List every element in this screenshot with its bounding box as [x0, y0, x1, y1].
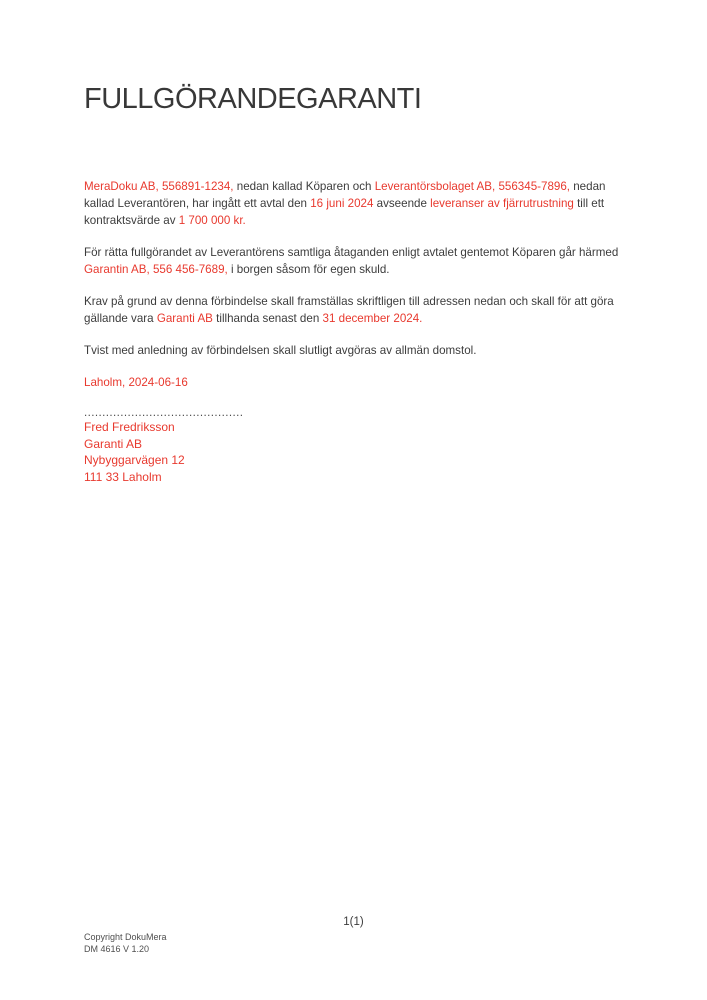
signature-dotted-line: ............................................ — [84, 406, 244, 419]
paragraph — [84, 293, 629, 327]
body-text: nedan kallad Köparen och — [233, 180, 375, 193]
body-text: i borgen såsom för egen skuld. — [227, 263, 390, 276]
paragraph — [84, 374, 629, 391]
signature-line: 111 33 Laholm — [84, 469, 162, 484]
body-text: tillhanda senast den — [212, 312, 323, 325]
fill-in-text: Garanti AB — [156, 312, 213, 325]
fill-in-text: Leverantörsbolaget AB, 556345-7896, — [374, 180, 571, 193]
body-text: Krav på grund av denna förbindelse skall framställas skriftligen till adressen nedan och skall för att göra gällande vara — [84, 295, 614, 325]
signature-line: Nybyggarvägen 12 — [84, 453, 185, 467]
copyright-line: Copyright DokuMera — [84, 932, 167, 942]
paragraph — [84, 342, 629, 359]
fill-in-text: leveranser av fjärrutrustning — [430, 197, 574, 210]
body-text: till ett kontraktsvärde av — [84, 197, 605, 227]
fill-in-text: MeraDoku AB, 556891-1234, — [84, 180, 234, 193]
fill-in-text: 31 december 2024. — [322, 312, 423, 325]
document-id-line: DM 4616 V 1.20 — [84, 943, 150, 954]
signature-line: Fred Fredriksson — [84, 420, 175, 434]
fill-in-text: Laholm, 2024-06-16 — [84, 376, 188, 389]
document-content — [84, 82, 629, 485]
signature-lines — [84, 419, 629, 485]
body-text: avseende — [373, 197, 431, 210]
signature-block — [84, 407, 629, 485]
document-title: FULLGÖRANDEGARANTI — [84, 83, 422, 115]
page-number: 1(1) — [343, 916, 364, 928]
copyright-block — [84, 932, 167, 955]
body-text: nedan kallad Leverantören, har ingått ett avtal den — [84, 180, 606, 210]
body-text: Tvist med anledning av förbindelsen skall slutligt avgöras av allmän domstol. — [84, 344, 477, 357]
fill-in-text: 1 700 000 kr. — [178, 214, 246, 227]
paragraph — [84, 244, 629, 278]
paragraph — [84, 178, 629, 229]
body-text: För rätta fullgörandet av Leverantörens samtliga åtaganden enligt avtalet gentemot Köparen går härmed — [84, 246, 619, 259]
fill-in-text: Garantin AB, 556 456-7689, — [84, 263, 228, 276]
fill-in-text: 16 juni 2024 — [310, 197, 374, 210]
signature-line: Garanti AB — [84, 436, 143, 451]
paragraphs — [84, 178, 629, 391]
